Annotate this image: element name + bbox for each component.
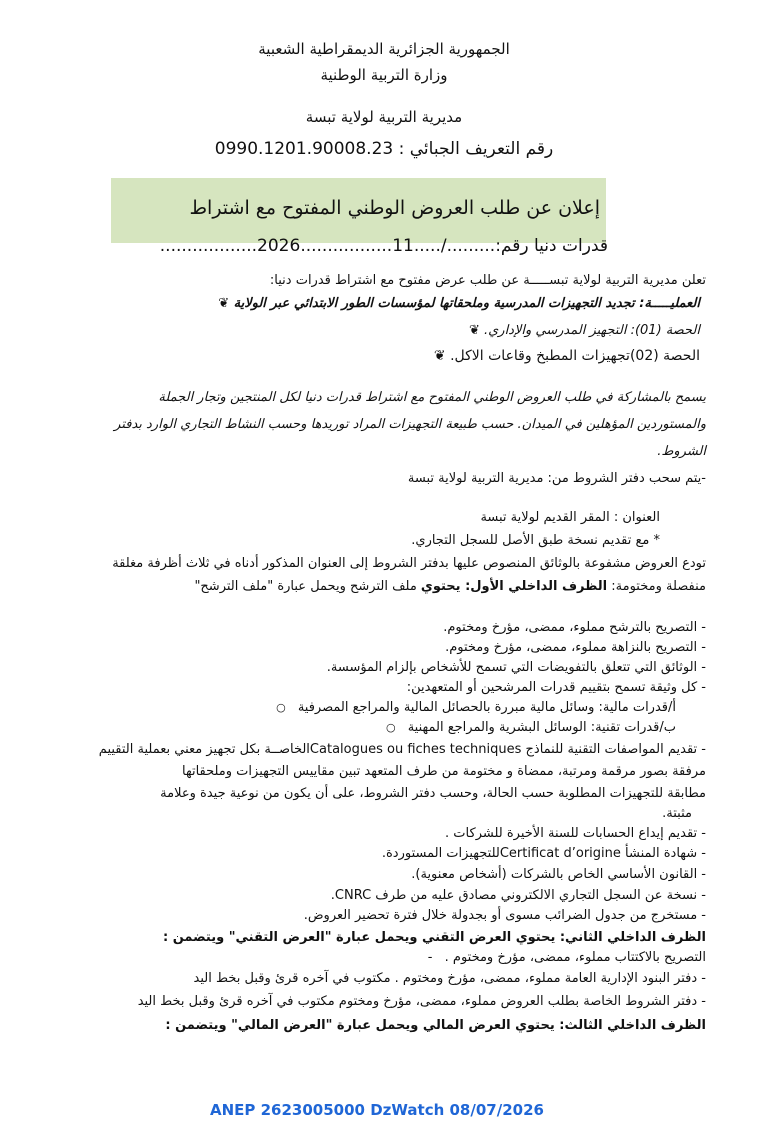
leaf-bullet-icon: ❦ [468, 323, 480, 338]
capacity-financial-text: أ/قدرات مالية: وسائل مالية مبررة بالحصائل المالية والمراجع المصرفية [297, 700, 676, 715]
submission-line-1: تودع العروض مشفوعة بالوثائق المنصوص عليها بدفتر الشروط إلى العنوان المذكور أدناه في ثلاث أظرفة مغلقة [112, 556, 706, 571]
list-item: - الوثائق التي تتعلق بالتفويضات التي تسمح للأشخاص بإلزام المؤسسة. [326, 660, 706, 675]
withdrawal-line: -يتم سحب دفتر الشروط من: مديرية التربية لولاية تبسة [407, 471, 706, 486]
withdrawal-copy: * مع تقديم نسخة طبق الأصل للسجل التجاري. [411, 533, 660, 548]
lot-1-text: الحصة (01): التجهيز المدرسي والإداري. [483, 323, 700, 338]
specs-line-2: مرفقة بصور مرقمة ومرتبة، ممضاة و مختومة من طرف المتعهد تبين مقاييس التجهيزات وملحقاتها [182, 764, 706, 779]
eligibility-line-1: يسمح بالمشاركة في طلب العروض الوطني المفتوح مع اشتراط قدرات دنيا لكل المنتجين وتجار الجملة [158, 390, 706, 405]
eligibility-line-3: الشروط. [657, 444, 706, 459]
intro-announce: تعلن مديرية التربية لولاية تبســـــة عن طلب عرض مفتوح مع اشتراط قدرات دنيا: [269, 273, 706, 288]
leaf-bullet-icon: ❦ [218, 296, 230, 311]
capacity-financial [276, 700, 676, 715]
republic-title: الجمهورية الجزائرية الديمقراطية الشعبية [258, 40, 510, 58]
list-item: - دفتر الشروط الخاصة بطلب العروض مملوء، ممضى، مؤرخ ومختوم مكتوب في آخره قرئ وقبل بخط اليد [137, 994, 706, 1009]
envelope1-title: الظرف الداخلي الأول: يحتوي [420, 579, 608, 594]
dash-bullet: - [427, 950, 433, 965]
list-item: - تقديم إيداع الحسابات للسنة الأخيرة للشركات . [445, 826, 706, 841]
list-item: - شهادة المنشأ Certificat d’origineللتجهيزات المستوردة. [381, 846, 706, 861]
lot-1 [469, 323, 700, 338]
envelope3-title: الظرف الداخلي الثالث: يحتوي العرض المالي ويحمل عبارة "العرض المالي" ويتضمن : [165, 1018, 706, 1033]
footer-ref: ANEP 2623005000 DzWatch 08/07/2026 [210, 1101, 544, 1119]
lot-2-text: الحصة (02)تجهيزات المطبخ وقاعات الاكل. [450, 348, 700, 364]
operation-line [218, 296, 700, 311]
list-item: - مستخرج من جدول الضرائب مسوى أو بجدولة خلال فترة تحضير العروض. [303, 908, 706, 923]
tax-id: رقم التعريف الجبائي : 0990.1201.90008.23 [214, 139, 554, 159]
specs-line-1: - تقديم المواصفات التقنية للنماذج Catalogues ou fiches techniquesالخاصــة بكل تجهيز معني بعملية التقييم [98, 742, 706, 757]
specs-line-4: مثبتة. [662, 806, 692, 821]
circle-bullet-icon: ○ [276, 701, 286, 714]
envelope2-title: الظرف الداخلي الثاني: يحتوي العرض التقني ويحمل عبارة "العرض التقني" ويتضمن : [162, 930, 706, 945]
specs-line-3: مطابقة للتجهيزات المطلوبة حسب الحالة، وحسب دفتر الشروط، على أن يكون من نوعية جيدة وعلامة [160, 786, 706, 801]
eligibility-line-2: والمستوردين المؤهلين في الميدان. حسب طبيعة التجهيزات المراد توريدها وحسب النشاط التجاري الوارد بدفتر [114, 417, 706, 432]
capacity-technical-text: ب/قدرات تقنية: الوسائل البشرية والمراجع المهنية [407, 720, 676, 735]
ministry-title: وزارة التربية الوطنية [320, 66, 448, 84]
directorate-title: مديرية التربية لولاية تبسة [305, 108, 463, 126]
list-item [428, 950, 706, 965]
lot-2 [434, 348, 700, 364]
leaf-bullet-icon: ❦ [433, 348, 446, 364]
circle-bullet-icon: ○ [385, 721, 396, 734]
envelope2-item-text: التصريح بالاكتتاب مملوء، ممضى، مؤرخ ومختوم . [444, 950, 706, 965]
announcement-title: إعلان عن طلب العروض الوطني المفتوح مع اشتراط [189, 197, 600, 219]
capacity-technical [386, 720, 676, 735]
submission-line-2 [194, 579, 706, 594]
list-item: - دفتر البنود الإدارية العامة مملوء، ممضى، مؤرخ ومختوم . مكتوب في آخره قرئ وقبل بخط اليد [193, 971, 706, 986]
list-item: - نسخة عن السجل التجاري الالكتروني مصادق عليه من طرف CNRC. [330, 888, 706, 903]
submission-post: ملف الترشح ويحمل عبارة "ملف الترشح" [194, 579, 421, 594]
operation-text: العمليـــــة: تجديد التجهيزات المدرسية وملحقاتها لمؤسسات الطور الابتدائي عبر الولاية [233, 296, 700, 311]
list-item: - كل وثيقة تسمح بتقييم قدرات المرشحين أو المتعهدين: [406, 680, 706, 695]
list-item: - التصريح بالنزاهة مملوء، ممضى، مؤرخ ومختوم. [445, 640, 706, 655]
list-item: - القانون الأساسي الخاص بالشركات (أشخاص معنوية). [411, 867, 706, 882]
announcement-number: قدرات دنيا رقم:........./.....11.................2026.................. [159, 236, 608, 256]
list-item: - التصريح بالترشح مملوء، ممضى، مؤرخ ومختوم. [443, 620, 706, 635]
submission-pre: منفصلة ومختومة: [607, 579, 706, 594]
withdrawal-address: العنوان : المقر القديم لولاية تبسة [480, 510, 660, 525]
